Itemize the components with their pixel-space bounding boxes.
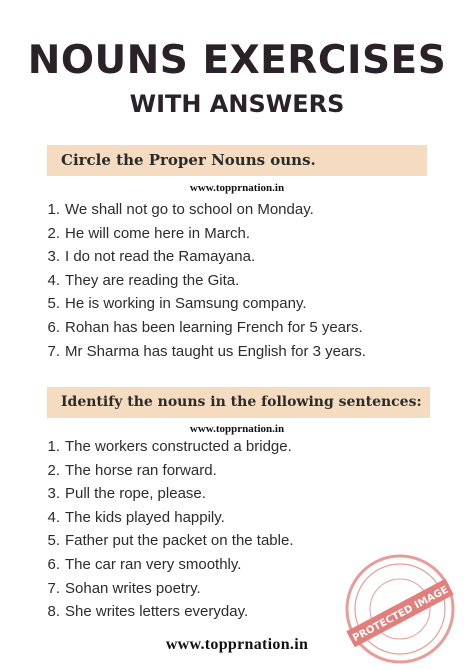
section2-heading-banner xyxy=(47,387,430,418)
list-item-text: The workers constructed a bridge. xyxy=(65,438,292,455)
list-item-number: 2. xyxy=(47,224,60,242)
list-item-text: They are reading the Gita. xyxy=(65,271,240,289)
section2-website[interactable]: www.topprnation.in xyxy=(189,423,285,435)
list-item xyxy=(36,553,294,577)
list-item-number: 3. xyxy=(47,248,60,266)
list-item-number: 5. xyxy=(47,295,60,313)
list-item-number: 2. xyxy=(47,461,60,479)
list-item xyxy=(36,222,366,246)
list-item-number: 7. xyxy=(47,342,60,360)
list-item-number: 6. xyxy=(47,318,60,336)
list-item xyxy=(36,482,294,506)
list-item-text: Mr Sharma has taught us English for 3 years. xyxy=(65,342,366,360)
list-item-text: The car ran very smoothly. xyxy=(65,555,242,573)
list-item-number: 1. xyxy=(47,438,60,455)
list-item xyxy=(36,245,366,269)
section2-heading: Identify the nouns in the following sentences: xyxy=(61,394,422,410)
section2-list xyxy=(36,435,294,624)
list-item xyxy=(36,506,294,530)
list-item xyxy=(36,269,366,293)
list-item-text: He is working in Samsung company. xyxy=(65,295,307,313)
list-item-number: 3. xyxy=(47,485,60,503)
list-item-text: He will come here in March. xyxy=(65,224,251,242)
footer-website[interactable]: www.topprnation.in xyxy=(165,636,309,653)
list-item-text: Father put the packet on the table. xyxy=(65,532,294,550)
list-item xyxy=(36,529,294,553)
section1-heading-banner xyxy=(47,145,427,176)
list-item-number: 1. xyxy=(47,201,60,218)
page-title: NOUNS EXERCISES xyxy=(27,38,447,83)
list-item-text: The horse ran forward. xyxy=(65,461,217,479)
section1-website[interactable]: www.topprnation.in xyxy=(189,182,285,194)
list-item-text: We shall not go to school on Monday. xyxy=(65,201,314,218)
list-item xyxy=(36,316,366,340)
list-item-number: 7. xyxy=(47,579,60,597)
list-item xyxy=(36,435,294,459)
list-item-number: 6. xyxy=(47,555,60,573)
list-item-text: The kids played happily. xyxy=(65,508,225,526)
section1-list xyxy=(36,198,366,363)
list-item-number: 4. xyxy=(47,271,60,289)
list-item xyxy=(36,459,294,483)
list-item-text: Pull the rope, please. xyxy=(65,485,206,503)
list-item xyxy=(36,577,294,601)
list-item-text: She writes letters everyday. xyxy=(65,603,249,621)
page-subtitle: WITH ANSWERS xyxy=(129,90,345,118)
list-item xyxy=(36,340,366,364)
svg-text:PROTECTED IMAGE: PROTECTED IMAGE xyxy=(351,584,451,645)
section1-heading: Circle the Proper Nouns ouns. xyxy=(61,151,316,169)
list-item-number: 4. xyxy=(47,508,60,526)
list-item xyxy=(36,600,294,624)
list-item-text: Sohan writes poetry. xyxy=(65,579,201,597)
list-item-text: Rohan has been learning French for 5 years. xyxy=(65,318,363,336)
list-item-number: 8. xyxy=(47,603,60,621)
list-item-number: 5. xyxy=(47,532,60,550)
list-item xyxy=(36,198,366,222)
list-item xyxy=(36,292,366,316)
list-item-text: I do not read the Ramayana. xyxy=(65,248,256,266)
